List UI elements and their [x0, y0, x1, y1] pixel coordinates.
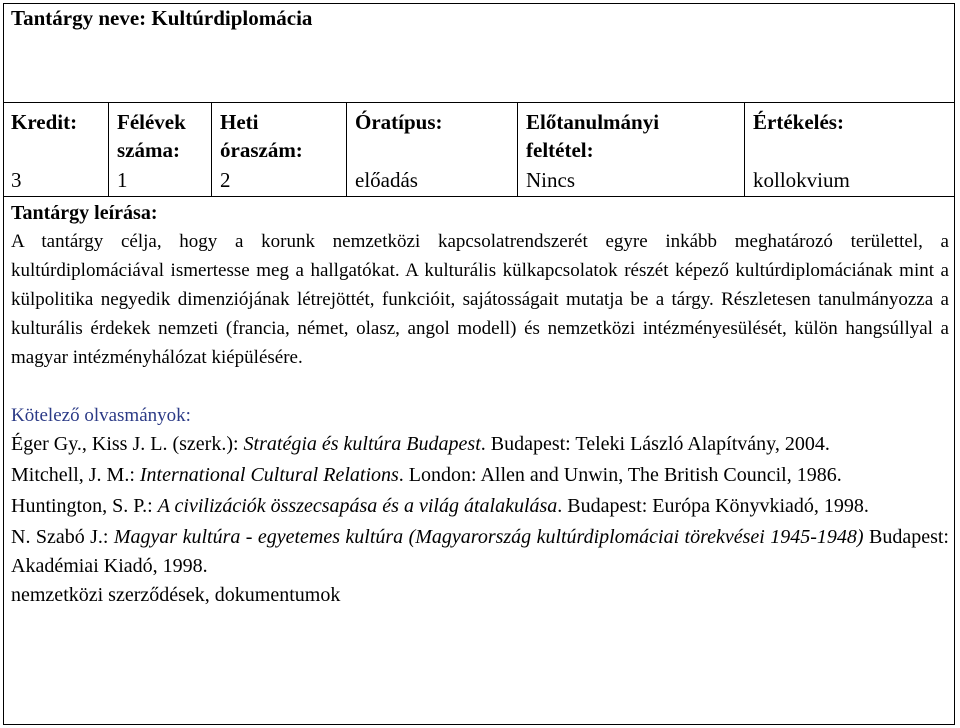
reading-item [11, 523, 949, 581]
grid-divider-2 [211, 102, 212, 196]
header-felevek-line1: Félévek [117, 110, 186, 134]
description-section [11, 199, 949, 372]
reading-title: International Cultural Relations [139, 464, 399, 486]
reading-author: Huntington, S. P.: [11, 495, 158, 517]
header-felevek [117, 108, 186, 164]
reading-item [11, 461, 949, 490]
header-elotanulmanyi-line2: feltétel: [526, 138, 594, 162]
header-heti-line2: óraszám: [220, 138, 303, 162]
value-felevek: 1 [117, 168, 128, 192]
reading-title: Stratégia és kultúra Budapest [243, 433, 481, 455]
reading-publication: . London: Allen and Unwin, The British Council, 1986. [398, 464, 842, 486]
reading-publication: Budapest: Akadémiai Kiadó, 1998. [11, 526, 949, 577]
reading-author: N. Szabó J.: [11, 526, 114, 548]
header-felevek-line2: száma: [117, 138, 180, 162]
header-kredit: Kredit: [11, 110, 78, 134]
header-heti-oraszam [220, 108, 303, 164]
value-elotanulmanyi: Nincs [526, 168, 575, 192]
reading-publication: . Budapest: Teleki László Alapítvány, 2004. [480, 433, 830, 455]
grid-divider-1 [108, 102, 109, 196]
readings-extra: nemzetközi szerződések, dokumentumok [11, 584, 341, 606]
grid-divider-4 [517, 102, 518, 196]
value-ertekeles: kollokvium [753, 168, 850, 192]
reading-publication: . Budapest: Európa Könyvkiadó, 1998. [557, 495, 869, 517]
value-heti-oraszam: 2 [220, 168, 231, 192]
value-kredit: 3 [11, 168, 22, 192]
reading-author: Mitchell, J. M.: [11, 464, 140, 486]
reading-item [11, 430, 949, 459]
reading-item [11, 492, 949, 521]
value-oratipus: előadás [355, 168, 418, 192]
course-title: Tantárgy neve: Kultúrdiplomácia [11, 6, 313, 30]
divider-info [3, 196, 955, 197]
header-elotanulmanyi [526, 108, 659, 164]
reading-title: Magyar kultúra - egyetemes kultúra (Magyarország kultúrdiplomáciai törekvései 1945-1948) [113, 526, 864, 548]
description-text: A tantárgy célja, hogy a korunk nemzetközi kapcsolatrendszerét egyre inkább meghatározó területtel, a kultúrdiplomáciával ismertesse meg a hallgatókat. A kulturális külkapcsolatok részét képező kultúrdiplomáciának mint a külpolitika negyedik dimenziójának létrejöttét, funkcióit, sajátosságait mutatja be a tárgy. Részletesen tanulmányozza a kulturális érdekek nemzeti (francia, német, olasz, angol modell) és nemzetközi intézményesülését, külön hangsúllyal a magyar intézményhálózat kiépülésére. [11, 231, 949, 368]
header-elotanulmanyi-line1: Előtanulmányi [526, 110, 660, 134]
divider-title [3, 102, 955, 103]
grid-divider-3 [346, 102, 347, 196]
header-ertekeles: Értékelés: [753, 110, 844, 134]
grid-divider-5 [744, 102, 745, 196]
readings-heading: Kötelező olvasmányok: [11, 405, 191, 426]
readings-section [11, 402, 949, 610]
reading-author: Éger Gy., Kiss J. L. (szerk.): [11, 433, 244, 455]
header-oratipus: Óratípus: [355, 110, 443, 134]
header-heti-line1: Heti [220, 110, 259, 134]
description-heading: Tantárgy leírása: [11, 202, 158, 224]
reading-title: A civilizációk összecsapása és a világ átalakulása [157, 495, 558, 517]
